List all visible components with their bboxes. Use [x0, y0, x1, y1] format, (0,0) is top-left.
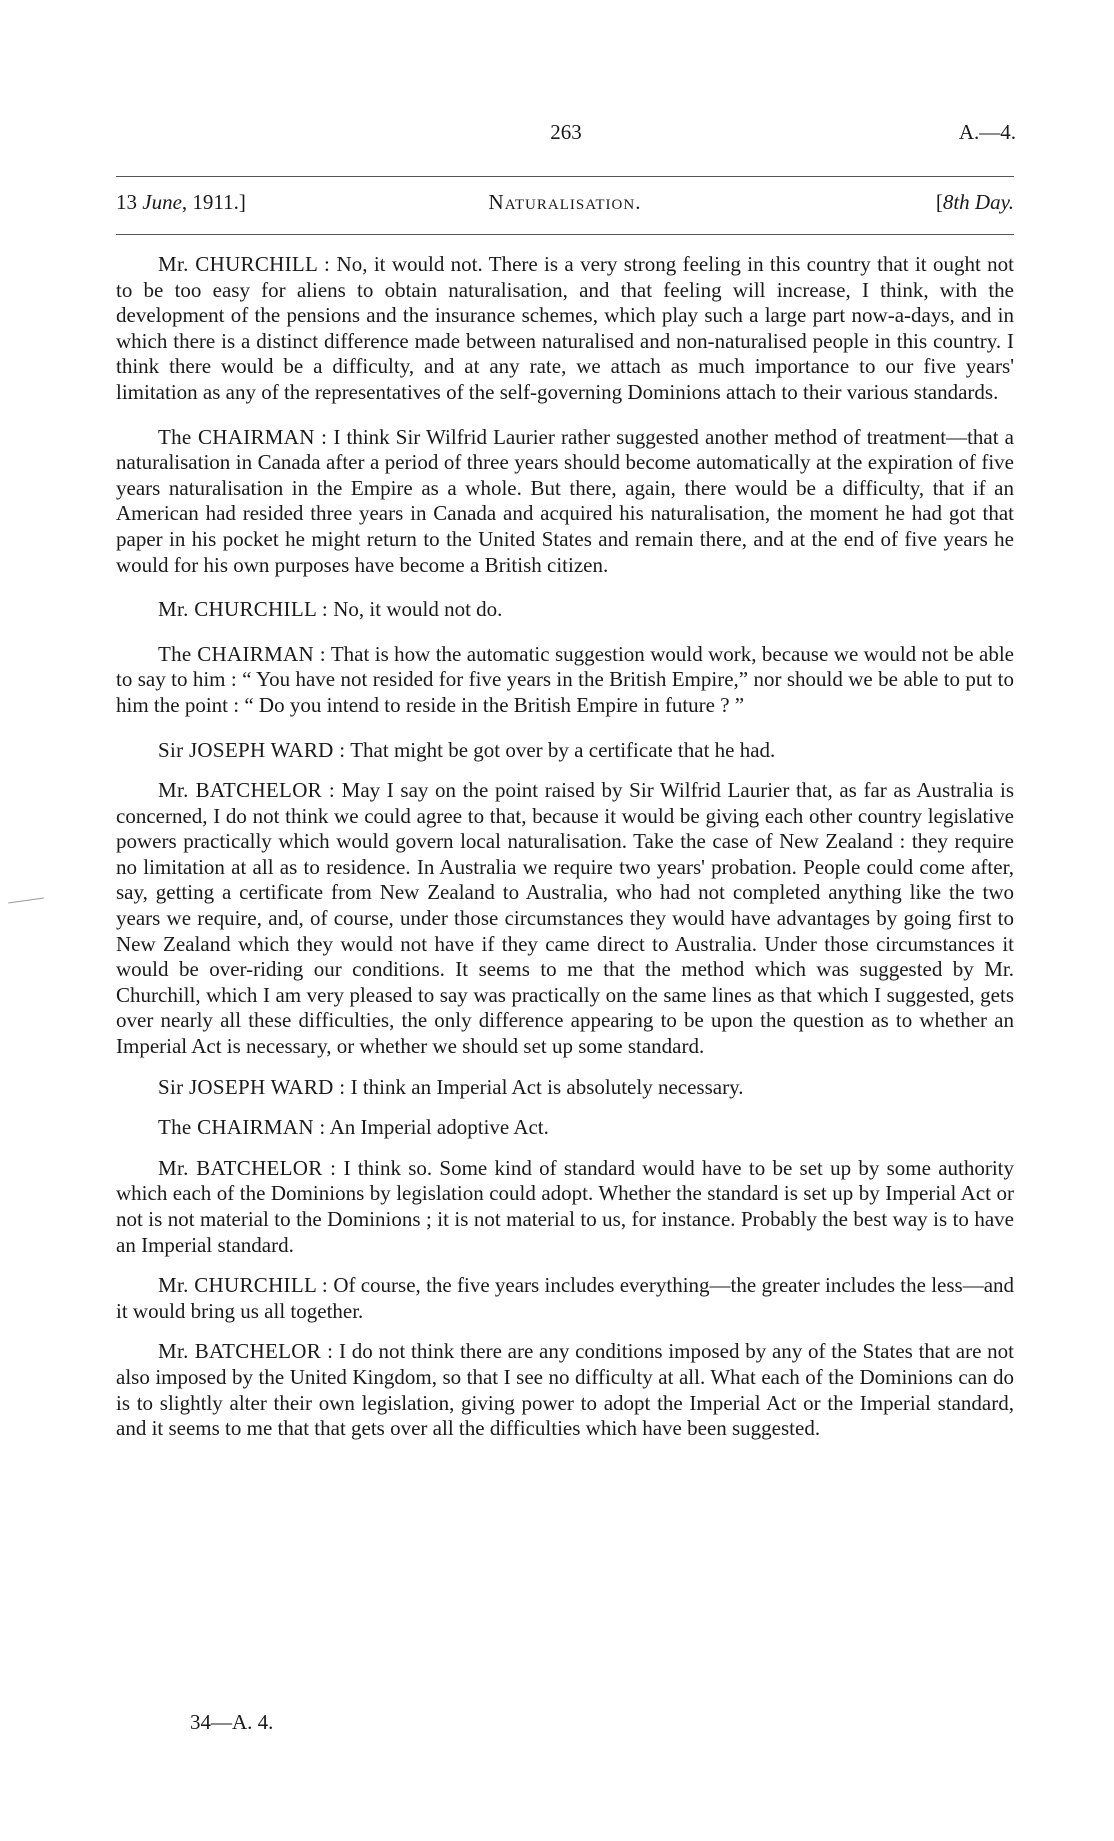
speaker-name: Mr. CHURCHILL :	[158, 252, 331, 276]
speech-paragraph	[116, 597, 1014, 623]
date-month: June	[142, 190, 182, 214]
header-rule-bottom	[116, 234, 1014, 235]
day-label: 8th Day.	[942, 190, 1014, 214]
speech-text: No, it would not. There is a very strong feeling in this country that it ought not to be too easy for aliens to obtain naturalisation, and that feeling will increase, I think, with the development of the pensions and the insurance schemes, which play such a large part now-a-days, and in which there is a distinct difference made between naturalised and non-naturalised people in this country. I think there would be a difficulty, and at any rate, we attach as much importance to our five years' limitation as any of the representatives of the self-governing Dominions attach to their various standards.	[116, 252, 1015, 404]
header-rule-top	[116, 176, 1014, 177]
speaker-name: Mr. CHURCHILL :	[158, 597, 328, 622]
speech-paragraph	[116, 1339, 1014, 1441]
running-head-title: Naturalisation.	[488, 190, 642, 214]
speech-text: I think Sir Wilfrid Laurier rather suggested another method of treatment—that a naturalisation in Canada after a period of three years should become automatically at the expiration of five years naturalisation in the Empire as a whole. But there, again, there would be a difficulty, that if an American had resided three years in Canada and acquired his naturalisation, the moment he had got that paper in his pocket he might return to the United States and remain there, and at the end of five years he would for his own purposes have become a British citizen.	[116, 424, 1015, 577]
speech-paragraph	[116, 1156, 1014, 1258]
speaker-name: The CHAIRMAN :	[158, 424, 328, 449]
speech-text: May I say on the point raised by Sir Wilfrid Laurier that, as far as Australia is concerned, I do not think we could agree to that, because it would be giving each other country legislative powers practically which would govern local naturalisation. Take the case of New Zealand : they require no limitation at all as to residence. In Australia we require two years' probation. People could come after, say, getting a certificate from New Zealand to Australia, who had not completed anything like the two years we require, and, of course, under those circumstances they would have advantages by going first to New Zealand which they would not have if they came direct to Australia. Under those circumstances it would be over-riding our conditions. It seems to me that the method which was suggested by Mr. Churchill, which I am very pleased to say was practically on the same lines as that which I suggested, gets over nearly all these difficulties, the only difference appearing to be upon the question as to whether an Imperial Act is necessary, or whether we should set up some standard.	[116, 778, 1014, 1059]
speech-text: I think so. Some kind of standard would have to be set up by some authority which each of the Dominions by legislation could adopt. Whether the standard is set up by Imperial Act or not is not material to the Dominions ; it is not material to us, for instance. Probably the best way is to have an Imperial standard.	[116, 1155, 1015, 1257]
speech-paragraph	[116, 738, 1014, 764]
printer-signature: 34—A. 4.	[190, 1710, 274, 1734]
speech-paragraph	[116, 425, 1014, 579]
speech-paragraph	[116, 252, 1014, 406]
speech-text: Of course, the five years includes everything—the greater includes the less—and it would bring us all together.	[116, 1273, 1015, 1323]
speech-paragraph	[116, 1075, 1014, 1101]
speaker-name: Sir JOSEPH WARD :	[158, 1074, 346, 1099]
speech-text: I think an Imperial Act is absolutely necessary.	[350, 1074, 744, 1099]
day-bracket: [	[935, 190, 943, 214]
speaker-name: The CHAIRMAN :	[158, 641, 326, 666]
speech-text: I do not think there are any conditions imposed by any of the States that are not also imposed by the United Kingdom, so that I see no difficulty at all. What each of the Dominions can do is to slightly alter their own legislation, giving power to adopt the Imperial Act or the Imperial standard, and it seems to me that that gets over all the difficulties which have been suggested.	[116, 1339, 1015, 1441]
speaker-name: Sir JOSEPH WARD :	[158, 737, 346, 762]
page-top-line	[116, 120, 1016, 160]
speaker-name: Mr. CHURCHILL :	[158, 1273, 329, 1298]
speaker-name: The CHAIRMAN :	[158, 1115, 326, 1140]
speech-paragraph	[116, 1273, 1014, 1324]
document-reference: A.—4.	[958, 120, 1016, 144]
date-day: 13	[116, 190, 137, 214]
speech-text: That might be got over by a certificate that he had.	[350, 737, 776, 762]
margin-mark	[8, 897, 44, 903]
speaker-name: Mr. BATCHELOR :	[158, 1339, 334, 1364]
speech-paragraph	[116, 642, 1014, 719]
speech-text: An Imperial adoptive Act.	[329, 1115, 549, 1140]
speaker-name: Mr. BATCHELOR :	[158, 1155, 337, 1180]
speaker-name: Mr. BATCHELOR :	[158, 778, 336, 803]
date-year: , 1911.]	[181, 190, 246, 214]
speech-text: No, it would not do.	[333, 597, 503, 622]
running-head	[116, 190, 1014, 222]
speech-paragraph	[116, 1115, 1014, 1141]
transcript-body	[116, 252, 1014, 1457]
speech-text: That is how the automatic suggestion would work, because we would not be able to say to him : “ You have not resided for five years in the British Empire,” nor should we be able to put to him the point : “ Do you intend to reside in the British Empire in future ? ”	[116, 641, 1014, 717]
page-number: 263	[550, 120, 582, 144]
speech-paragraph	[116, 778, 1014, 1060]
running-head-day	[936, 190, 1014, 215]
